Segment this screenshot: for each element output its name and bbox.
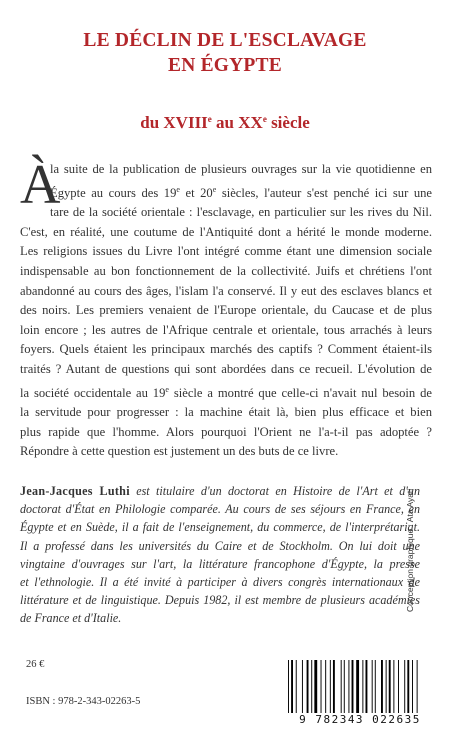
barcode-bar xyxy=(362,660,363,716)
synopsis-line xyxy=(20,180,432,204)
bio-line: vingtaine d'ouvrages sur l'art, la littérature francophone d'Égypte, la presse xyxy=(20,556,420,571)
barcode-bar xyxy=(356,660,359,716)
synopsis xyxy=(20,160,432,462)
bio-line: doctorat d'État en Philologie comparée. Au cours de ses séjours en France, en xyxy=(20,502,420,517)
synopsis-text: la société occidentale au 19 xyxy=(20,385,166,400)
drop-cap: À xyxy=(20,154,61,216)
barcode-bar xyxy=(404,660,405,716)
synopsis-line: Répondre à cette question est justement un des buts de ce livre. xyxy=(20,444,339,459)
synopsis-line: la servitude pour progresser : la machine était là, bien plus efficace et bien xyxy=(20,405,432,420)
isbn: ISBN : 978-2-343-02263-5 xyxy=(26,696,141,707)
author-bio xyxy=(20,482,420,628)
synopsis-line xyxy=(20,160,432,180)
book-title xyxy=(40,28,410,78)
barcode-bar xyxy=(352,660,354,716)
synopsis-line: foyers. Quels étaient les principaux marchés des captifs ? Comment étaient-ils xyxy=(20,342,432,357)
barcode-bar xyxy=(381,660,383,716)
synopsis-line: plus rapide que l'homme. Alors pourquoi l'Orient ne l'a-t-il pas adoptée ? xyxy=(20,424,432,439)
price: 26 € xyxy=(26,659,45,670)
bio-line: Égypte et en Suède, il a fait de l'enseignement, du commerce, de l'interprétariat. xyxy=(20,520,420,535)
barcode-bar xyxy=(366,660,368,716)
barcode-bar xyxy=(341,660,342,716)
barcode-bar xyxy=(393,660,394,716)
barcode-bar xyxy=(398,660,399,716)
barcode-bar xyxy=(375,660,376,716)
barcode-bar xyxy=(325,660,326,716)
bio-line: de France et d'Italie. xyxy=(20,611,122,626)
subtitle-part: au XX xyxy=(211,113,263,132)
book-subtitle xyxy=(40,109,410,133)
barcode-bar xyxy=(307,660,309,716)
synopsis-line: indispensable au bon fonctionnement de la collectivité. Juifs et chrétiens l'ont xyxy=(20,263,432,278)
bio-line: Il a professé dans les universités du Caire et de Stockholm. On lui doit une xyxy=(20,538,420,553)
barcode-bar xyxy=(291,660,293,716)
synopsis-text: tare de la société orientale : l'esclavage, en particulier sur les rives du Nil. xyxy=(50,205,432,220)
barcode-bar xyxy=(311,660,312,716)
barcode-bar xyxy=(412,660,413,716)
synopsis-text: Égypte au cours des 19 xyxy=(50,185,177,200)
title-line-2: EN ÉGYPTE xyxy=(168,55,282,76)
subtitle-part: siècle xyxy=(266,113,310,132)
sup: e xyxy=(165,384,169,394)
synopsis-line xyxy=(20,380,432,404)
synopsis-line xyxy=(20,203,432,223)
barcode-bar xyxy=(372,660,373,716)
bio-line: littérature et de linguistique. Depuis 1982, il est membre de plusieurs académies xyxy=(20,593,420,608)
synopsis-line: abandonné au cours des âges, l'islam l'a conservé. Il y eut des esclaves blancs et xyxy=(20,283,432,298)
synopsis-line: loin encore ; les autres de l'Afrique centrale et orientale, tous arrachés à leurs xyxy=(20,322,432,337)
barcode-bar xyxy=(330,660,331,716)
synopsis-text: siècle a montré que celle-ci n'avait nul besoin de xyxy=(168,385,432,400)
synopsis-text: siècles, l'auteur s'est penché ici sur une xyxy=(216,185,432,200)
bio-line xyxy=(20,482,420,500)
synopsis-line: C'est, en réalité, une coutume de l'Antiquité dont a hérité le monde moderne. xyxy=(20,224,432,239)
barcode-bar xyxy=(333,660,335,716)
synopsis-text: et 20 xyxy=(179,185,213,200)
design-credit: Conception graphique : Ata Ayati xyxy=(405,488,415,612)
barcode-bar xyxy=(288,660,289,716)
synopsis-line: traités ? Autant de questions qui sont abordées dans ce recueil. L'évolution de xyxy=(20,361,432,376)
barcode-number: 9 782343 022635 xyxy=(280,713,440,726)
subtitle-part: du XVIII xyxy=(140,113,208,132)
barcode-bar xyxy=(302,660,303,716)
barcode xyxy=(286,660,436,720)
synopsis-line: Les religions issues du Livre l'ont intégré comme étant une dimension sociale xyxy=(20,244,432,259)
synopsis-line: des noirs. Les premiers venaient de l'Europe orientale, du Caucase et de plus xyxy=(20,303,432,318)
bio-text: est titulaire d'un doctorat en Histoire de l'Art et d'un xyxy=(129,484,420,498)
barcode-bar xyxy=(407,660,409,716)
barcode-bar xyxy=(417,660,418,716)
barcode-bar xyxy=(389,660,391,716)
bio-line: et l'ethnologie. Il a été invité à participer à divers congrès internationaux de xyxy=(20,575,420,590)
sup: e xyxy=(176,184,180,194)
subtitle-sup: e xyxy=(262,114,267,124)
synopsis-text: la suite de la publication de plusieurs ouvrages sur la vie quotidienne en xyxy=(50,162,432,176)
subtitle-sup: e xyxy=(207,114,212,124)
barcode-bar xyxy=(321,660,322,716)
barcode-bar xyxy=(386,660,387,716)
barcode-bar xyxy=(314,660,317,716)
barcode-bar xyxy=(344,660,345,716)
sup: e xyxy=(212,184,217,194)
author-name: Jean-Jacques Luthi xyxy=(20,484,130,498)
barcode-bar xyxy=(296,660,297,716)
barcode-bar xyxy=(348,660,349,716)
title-line-1: LE DÉCLIN DE L'ESCLAVAGE xyxy=(83,30,367,51)
